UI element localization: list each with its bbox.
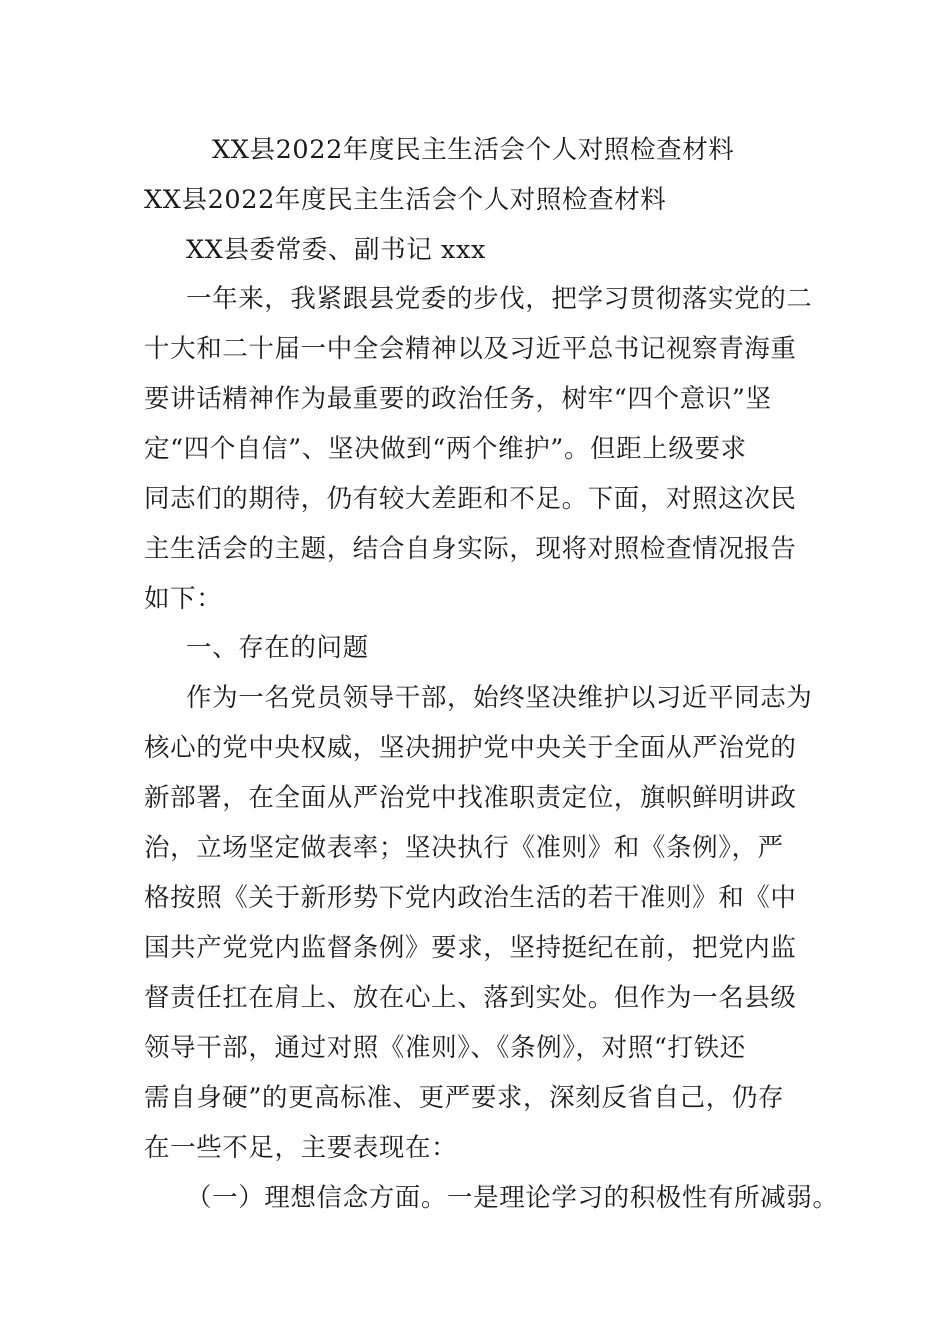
section-heading: 一、存在的问题 xyxy=(186,633,369,663)
subsection-line: （一）理想信念方面。一是理论学习的积极性有所减弱。 xyxy=(186,1183,839,1213)
body-line: 需自身硬”的更高标准、更严要求，深刻反省自己，仍存 xyxy=(144,1083,785,1113)
body-line: 格按照《关于新形势下党内政治生活的若干准则》和《中 xyxy=(144,883,797,913)
document-title-repeat: XX县2022年度民主生活会个人对照检查材料 xyxy=(144,185,667,215)
body-line: 在一些不足，主要表现在： xyxy=(144,1133,458,1163)
body-line: 作为一名党员领导干部，始终坚决维护以习近平同志为 xyxy=(186,683,813,713)
body-line: 督责任扛在肩上、放在心上、落到实处。但作为一名县级 xyxy=(144,983,797,1013)
body-line: 核心的党中央权威，坚决拥护党中央关于全面从严治党的 xyxy=(144,733,797,763)
body-line: 主生活会的主题，结合自身实际，现将对照检查情况报告 xyxy=(144,534,797,564)
body-line: 同志们的期待，仍有较大差距和不足。下面，对照这次民 xyxy=(144,484,797,514)
author-line: XX县委常委、副书记 xxx xyxy=(186,235,486,265)
body-line: 国共产党党内监督条例》要求，坚持挺纪在前，把党内监 xyxy=(144,933,797,963)
body-line: 定“四个自信”、坚决做到“两个维护”。但距上级要求 xyxy=(144,434,747,464)
body-line: 一年来，我紧跟县党委的步伐，把学习贯彻落实党的二 xyxy=(186,284,813,314)
document-title: XX县2022年度民主生活会个人对照检查材料 xyxy=(212,135,735,165)
body-line: 新部署，在全面从严治党中找准职责定位，旗帜鲜明讲政 xyxy=(144,783,797,813)
body-line: 领导干部，通过对照《准则》、《条例》，对照“打铁还 xyxy=(144,1033,746,1063)
body-line: 要讲话精神作为最重要的政治任务，树牢“四个意识”坚 xyxy=(144,384,772,414)
body-line: 十大和二十届一中全会精神以及习近平总书记视察青海重 xyxy=(144,334,797,364)
body-line: 如下： xyxy=(144,584,223,614)
body-line: 治，立场坚定做表率；坚决执行《准则》和《条例》，严 xyxy=(144,833,784,863)
